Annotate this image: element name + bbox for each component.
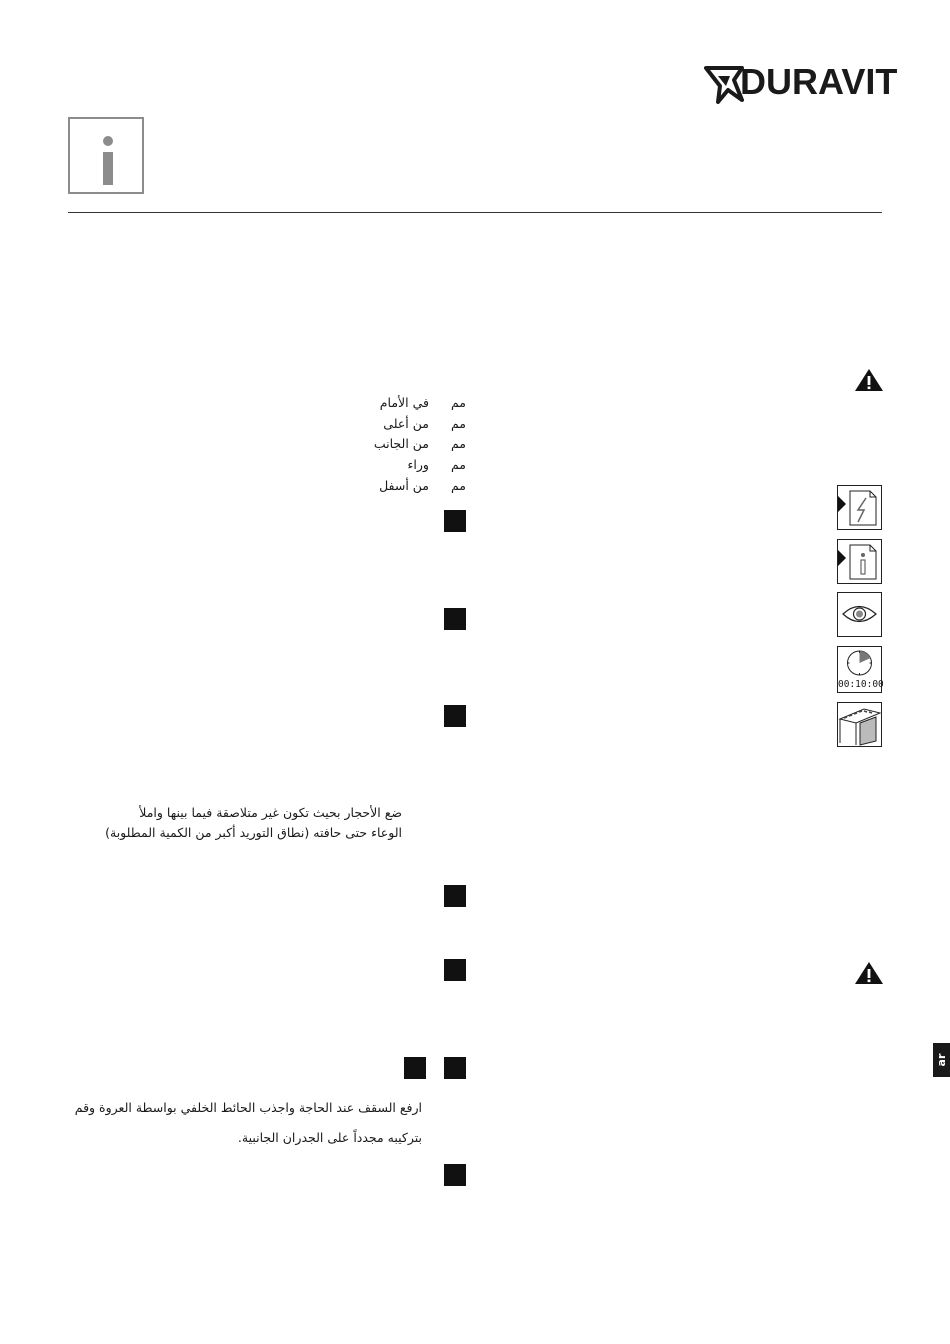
ceiling-instruction: ارفع السقف عند الحاجة واجذب الحائط الخلفي بواسطة العروة وقم بتركيبه مجدداً على الجدران الجانبية.	[74, 1100, 422, 1145]
dimension-front: في الأمام مم	[379, 395, 466, 410]
step-marker	[444, 1164, 466, 1186]
step-marker	[444, 885, 466, 907]
step-marker	[444, 705, 466, 727]
cabinet-installation-icon	[837, 702, 882, 747]
step-marker	[444, 1057, 466, 1079]
eye-icon	[837, 592, 882, 637]
header-divider	[68, 212, 882, 213]
dimension-back: وراء مم	[407, 457, 466, 472]
step-marker	[404, 1057, 426, 1079]
dimension-bottom: من أسفل مم	[379, 478, 466, 493]
stones-instruction: ضع الأحجار بحيث تكون غير متلاصقة فيما بينها واملأ الوعاء حتى حافته (نطاق التوريد أكبر من الكمية المطلوبة)	[105, 805, 402, 840]
step-marker	[444, 959, 466, 981]
logo-wordmark: DURAVIT	[740, 61, 898, 102]
duravit-logo	[704, 60, 898, 106]
dimension-top: من أعلى مم	[383, 416, 466, 431]
step-marker	[444, 510, 466, 532]
timer-icon	[837, 646, 882, 693]
step-marker	[444, 608, 466, 630]
info-document-icon	[837, 539, 882, 584]
duravit-logo-mark	[704, 60, 744, 104]
language-tab: ar	[933, 1043, 950, 1077]
info-icon	[68, 117, 144, 194]
warning-icon	[854, 961, 884, 985]
timer-label: 00:10:00	[838, 679, 884, 690]
electrical-document-icon	[837, 485, 882, 530]
warning-icon	[854, 368, 884, 392]
dimension-side: من الجانب مم	[373, 436, 466, 451]
